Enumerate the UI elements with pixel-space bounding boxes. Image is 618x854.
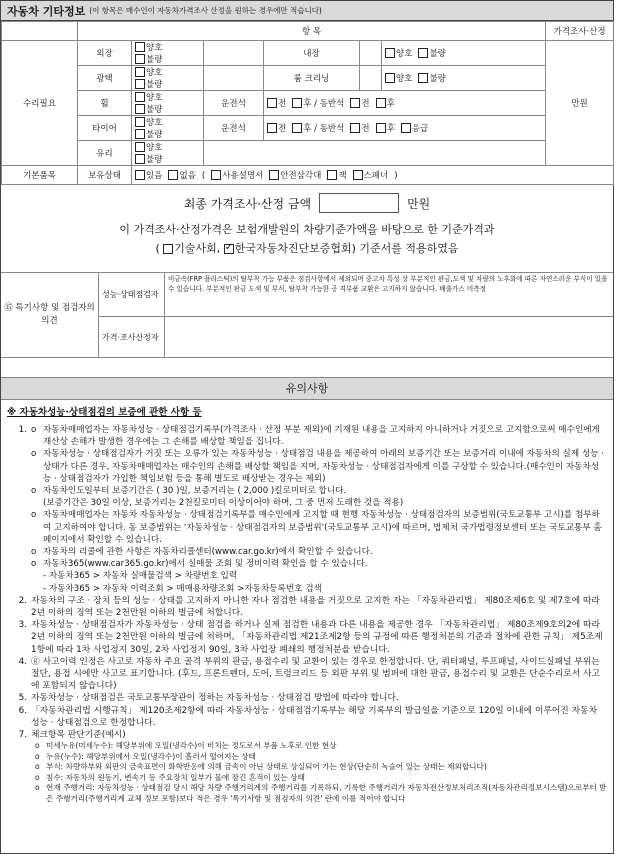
notice-item <box>7 656 607 693</box>
notice-subitem-text: 자동차365(www.car365.go.kr)에서 실매물 조회 및 정비이력 확인을 할 수 있습니다. <box>43 559 368 570</box>
triangle-checkbox[interactable] <box>269 170 279 180</box>
notice-item-body <box>31 595 607 619</box>
notice-item-text: 체크항목 판단기준(예시) <box>31 730 126 741</box>
notice-subitem-text: 자동차인도일부터 보증기간은 ( 30 )일, 보증거리는 ( 2,000 )킬로미터로 합니다. <box>43 486 347 497</box>
bullet-marker: o <box>31 425 37 435</box>
section-title: 자동차 기타정보 <box>7 4 86 18</box>
notice-item-body <box>31 424 607 595</box>
notice-item <box>7 729 607 804</box>
basic-items-label: 기본품목 <box>2 166 78 185</box>
criteria-line <box>31 741 607 752</box>
notice-subitem-text: 자동차매매업자는 자동차 자동차성능 · 상태점검기록부를 매수인에게 고지할 때 현행 자동차성능 · 상태점검자의 보증범위(국토교통부 고시)를 첨부하여 고지하여야 합니다. 동 보증범위는 '자동차성능 · 상태점검자의 보증범위'(국토교통부 고시)에 따르며, 법제처 국가법령정보센터 또는 국토교통부 홈페이지에서 확인할 수 있습니다. <box>43 510 602 545</box>
notice-subitem <box>31 546 607 558</box>
notice-item-body <box>31 729 607 804</box>
tire-front-checkbox[interactable] <box>267 123 277 133</box>
notice-path-line: - 자동차365 > 자동차 실매물검색 > 차량번호 입력 <box>43 571 238 582</box>
wheel-driver-label: 운전석 <box>204 91 264 116</box>
criteria-line <box>31 773 607 784</box>
bullet-marker: o <box>31 486 37 497</box>
tire-emergency-checkbox[interactable] <box>401 123 411 133</box>
section-header <box>1 1 613 21</box>
notice-item-body <box>31 692 607 704</box>
notice-item-body <box>31 619 607 656</box>
notice-subitem <box>31 424 607 448</box>
row-label-tire: 타이어 <box>78 116 132 141</box>
opinion-label: ⑮ 특기사항 및 점검자의 의견 <box>1 273 99 357</box>
notice-subitem <box>31 448 607 485</box>
criteria-text: 미세누유(미세누수): 해당부위에 오일(냉각수)이 비치는 정도로서 부품 노후로 인한 현상 <box>46 741 337 751</box>
tire-passenger-rear-checkbox[interactable] <box>376 123 386 133</box>
notice-subitem <box>31 497 607 509</box>
criteria-text: 부식: 차량하부와 외판의 금속표면이 화학반응에 의해 금속이 아닌 상태로 상실되어 가는 현상(단순히 녹슬어 있는 상태는 제외합니다) <box>46 762 487 772</box>
notice-item <box>7 595 607 619</box>
bullet-marker: o <box>35 741 40 751</box>
glass-bad-checkbox[interactable] <box>135 154 145 164</box>
room-clean-good-checkbox[interactable] <box>385 73 395 83</box>
glass-good-checkbox[interactable] <box>135 142 145 152</box>
exterior-good-checkbox[interactable] <box>135 42 145 52</box>
notice-item-text: 자동차성능 · 상태점검자가 자동차성능 · 상태 점검을 하거나 실제 점검한 내용과 다른 내용을 제공한 경우 「자동차관리법」 제80조제9호의2에 따라 2년 이하의 징역 또는 2천만원 이하의 벌금에 처하며, 「자동차관리법 제21조제2항 등의 규정에 따른 행정처분의 기준과 절차에 관한 규칙」 제5조제1항에 따라 1차 사업정지 30일, 2차 사업정지 90일, 3차 사업장 폐쇄의 행정처분을 받습니다. <box>31 620 603 655</box>
notice-item <box>7 705 607 729</box>
wheel-passenger-rear-checkbox[interactable] <box>376 98 386 108</box>
section-subtitle: (이 항목은 매수인이 자동차가격조사 산정을 원하는 경우에만 적습니다) <box>89 6 322 15</box>
notice-item-number: 4. <box>18 656 27 667</box>
kadia-checkbox[interactable] <box>224 244 234 254</box>
final-price-note: 이 가격조사·산정가격은 보험개발원의 차량기준가액을 바탕으로 한 기준가격과 <box>119 223 495 236</box>
bullet-marker: o <box>31 547 37 558</box>
criteria-line <box>31 762 607 773</box>
repair-price-unit: 만원 <box>546 41 614 166</box>
tire-driver-label: 운전석 <box>204 116 264 141</box>
inspector-label: 성능·상태점검자 <box>99 273 165 316</box>
repair-needed-label: 수리필요 <box>2 41 78 166</box>
bullet-marker: o <box>35 751 40 761</box>
engineering-society-checkbox[interactable] <box>163 244 173 254</box>
notice-item-number: 2. <box>18 595 27 606</box>
tire-rear-passenger-checkbox[interactable] <box>292 123 302 133</box>
row-label-exterior: 외장 <box>78 41 132 66</box>
notice-item-body <box>31 705 607 729</box>
final-price-section: 최종 가격조사·산정 금액 만원 이 가격조사·산정가격은 보험개발원의 차량기준가액을 바탕으로 한 기준가격과 ( 기술사회, ✓ 한국자동차진단보증협회) 기준서를 적용하였음 <box>1 185 613 273</box>
notice-subitem-text: 자동차매매업자는 자동차성능 · 상태점검기록부(가격조사 · 산정 부분 제외)에 기재된 내용을 고지하지 아니하거나 거짓으로 고지함으로써 매수인에게 재산상 손해가 발생한 경우에는 그 손해를 배상할 책임을 집니다. <box>43 425 600 448</box>
notice-item <box>7 424 607 595</box>
row-label-glass: 유리 <box>78 141 132 166</box>
notice-item-text: 자동차성능 · 상태점검은 국토교통부장관이 정하는 자동차성능 · 상태점검 방법에 따라야 합니다. <box>31 693 399 704</box>
final-price-label: 최종 가격조사·산정 금액 <box>183 196 312 211</box>
tire-good-checkbox[interactable] <box>135 117 145 127</box>
bullet-marker: o <box>31 449 37 460</box>
criteria-text: 현재 주행거리: 자동차성능 · 상태점검 당시 해당 차량 주행거리계의 주행거리를 기록하되, 기록한 주행거리가 자동차전산정보처리조직(자동차관리정보시스템)으로부터 받은 주행거리(주행거리계 교체 정보 포함)보다 적은 경우 '특기사항 및 점검자의 의견' 란에 이를 적어야 합니다 <box>46 783 607 803</box>
notice-subitem <box>31 485 607 497</box>
wheel-passenger-front-checkbox[interactable] <box>350 98 360 108</box>
criteria-line <box>31 783 607 804</box>
bullet-marker <box>31 497 43 509</box>
notice-item <box>7 619 607 656</box>
notice-item-number: 1. <box>18 425 27 435</box>
notice-item-body <box>31 656 607 693</box>
notice-path-line: - 자동차365 > 자동차 이력조회 > 매매용차량조회 >자동차등록번호 검색 <box>43 583 322 594</box>
spanner-checkbox[interactable] <box>353 170 363 180</box>
appraiser-opinion-text[interactable] <box>165 317 613 357</box>
notice-item-text: ⓖ 사고이력 인정은 사고로 자동차 주요 골격 부위의 판금, 용접수리 및 교환이 있는 경우로 한정합니다. 단, 쿼터패널, 루프패널, 사이드실패널 부위는 절단, 용접 시에만 사고로 표기합니다. (후드, 프론트펜더, 도어, 트렁크리드 등 외판 부위 및 범퍼에 대한 판금, 용접수리 및 교환은 단순수리로서 사고에 포함되지 않습니다) <box>31 656 601 692</box>
notice-item-number: 5. <box>18 693 27 704</box>
keep-status-label: 보유상태 <box>78 166 132 185</box>
notice-section-title: ※ 자동차성능·상태점검의 보증에 관한 사항 등 <box>7 407 202 418</box>
notice-item-number: 6. <box>18 705 27 716</box>
col-item-header: 항 목 <box>78 22 546 41</box>
notice-body <box>1 400 613 808</box>
row-label-room-clean: 룸 크리닝 <box>264 66 360 91</box>
wheel-front-checkbox[interactable] <box>267 98 277 108</box>
bullet-marker: o <box>35 772 40 782</box>
final-price-unit: 만원 <box>407 196 431 211</box>
interior-good-checkbox[interactable] <box>385 48 395 58</box>
gloss-bad-checkbox[interactable] <box>135 79 145 89</box>
notice-subitem-text: (보증기간은 30일 이상, 보증거리는 2천킬로미터 이상이어야 하며, 그 중 먼저 도래한 것을 적용) <box>43 498 404 509</box>
basic-none-checkbox[interactable] <box>168 170 178 180</box>
col-price-header: 가격조사·산정 <box>546 22 614 41</box>
notice-item-number: 7. <box>18 730 27 741</box>
notice-list <box>7 424 607 804</box>
criteria-text: 누유(누수): 해당부위에서 오일(냉각수)이 흘러서 떨어지는 상태 <box>46 751 256 761</box>
notice-subitem <box>31 509 607 546</box>
wheel-rear-passenger-checkbox[interactable] <box>292 98 302 108</box>
appraiser-label: 가격·조사산정자 <box>99 317 165 357</box>
tire-passenger-front-checkbox[interactable] <box>350 123 360 133</box>
inspector-opinion-text[interactable]: 비금속(FRP 플라스틱)의 탈부착 가능 부품은 점검사항에서 제외되며 중고차 특성 상 부분적인 판금,도색 및 차량의 노후화에 따른 자연스러운 부식이 있을 수 있습니다. 부분적인 판금 도색 및 부식, 탈부착 가능한 공 격부품 교환은 고지하지 않습니다. 배출가스 미측정 <box>168 275 608 293</box>
criteria-text: 침수: 자동차의 원동기, 변속기 등 주요장치 일부가 물에 잠긴 흔적이 있는 상태 <box>46 772 305 782</box>
notice-item-text: 자동차의 구조 · 장치 등의 성능 · 상태를 고지하지 아니한 자나 점검한 내용을 거짓으로 고지한 자는 「자동차관리법」 제80조제6호 및 제7호에 따라 2년 이하의 징역 또는 2천만원 이하의 벌금에 처합니다. <box>31 595 600 619</box>
etc-info-table: 항 목 가격조사·산정 수리필요 외장 양호불량 내장 양호 불량 만원 광택 양호불량 룸 크리닝 양호 불량 휠 양호불량 운전석 전 후 / 동반석 전 후 타이어 양호불량 운전석 전 후 / 동반석 전 후 응급 유리 양호불량 기본품목 보유상태 있음 없음 ( 사용설명서 안전삼각대 잭 스패너 ) <box>1 21 614 185</box>
bullet-marker: o <box>35 783 40 793</box>
bullet-marker: o <box>31 559 37 570</box>
notice-item-number: 3. <box>18 620 27 631</box>
notice-subitem-text: 자동차성능 · 상태점검자가 거짓 또는 오류가 있는 자동차성능 · 상태점검 내용을 제공하여 아래의 보증기간 또는 보증거리 이내에 자동차의 실제 성능 · 상태가 다른 경우, 자동차매매업자는 매수인의 손해를 배상할 책임을 지며, 자동차성능 · 상태점검자에게 이를 구상할 수 있습니다.(매수인이 자동차성능 · 상태점검자가 가입한 책임보험 등을 통해 별도로 배상받는 경우는 제외) <box>43 449 604 484</box>
row-label-interior: 내장 <box>264 41 360 66</box>
interior-bad-checkbox[interactable] <box>418 48 428 58</box>
bullet-marker: o <box>35 762 40 772</box>
opinion-section <box>1 273 613 358</box>
notice-subitem-text: 자동차의 리콜에 관한 사항은 자동차리콜센터(www.car.go.kr)에서 확인할 수 있습니다. <box>43 547 373 558</box>
final-price-field[interactable] <box>319 193 399 213</box>
criteria-line <box>31 752 607 763</box>
wheel-good-checkbox[interactable] <box>135 92 145 102</box>
kadia-label: 한국자동차진단보증협회) 기준서를 적용하였음 <box>234 242 459 255</box>
wheel-bad-checkbox[interactable] <box>135 104 145 114</box>
engineering-society-label: 기술사회, <box>174 242 221 255</box>
tire-bad-checkbox[interactable] <box>135 129 145 139</box>
notice-item <box>7 692 607 704</box>
manual-checkbox[interactable] <box>211 170 221 180</box>
gloss-good-checkbox[interactable] <box>135 67 145 77</box>
jack-checkbox[interactable] <box>327 170 337 180</box>
bullet-marker: o <box>31 510 37 521</box>
exterior-bad-checkbox[interactable] <box>135 54 145 64</box>
row-label-gloss: 광택 <box>78 66 132 91</box>
basic-have-checkbox[interactable] <box>135 170 145 180</box>
room-clean-bad-checkbox[interactable] <box>418 73 428 83</box>
row-label-wheel: 휠 <box>78 91 132 116</box>
notice-subitem <box>31 558 607 570</box>
notice-item-text: 「자동차관리법 시행규칙」 제120조제2항에 따라 자동차성능 · 상태점검기록부는 해당 기록부의 발급일을 기준으로 120일 이내에 이루어진 자동차 성능 · 상태점검으로 한정합니다. <box>31 705 598 728</box>
notice-title: 유의사항 <box>1 378 613 400</box>
